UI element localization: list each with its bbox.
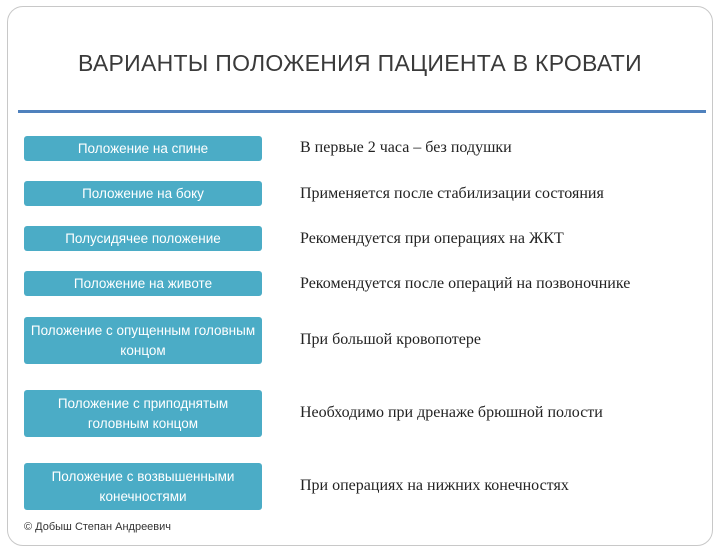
position-label-limbs-raised: Положение с возвышенными конечностями [24,463,262,510]
position-label-semi-sitting: Полусидячее положение [24,226,262,251]
slide-title: ВАРИАНТЫ ПОЛОЖЕНИЯ ПАЦИЕНТА В КРОВАТИ [78,50,642,76]
position-description-semi-sitting: Рекомендуется при операциях на ЖКТ [300,230,564,247]
position-description-supine: В первые 2 часа – без подушки [300,139,512,156]
position-description-head-lowered: При большой кровопотере [300,331,481,348]
position-description-head-raised: Необходимо при дренаже брюшной полости [300,404,603,421]
position-label-head-raised: Положение с приподнятым головным концом [24,390,262,437]
copyright-note: © Добыш Степан Андреевич [24,521,172,533]
position-label-prone: Положение на животе [24,271,262,296]
position-label-supine: Положение на спине [24,136,262,161]
position-description-prone: Рекомендуется после операций на позвоночнике [300,275,631,292]
position-description-side: Применяется после стабилизации состояния [300,185,604,202]
position-description-limbs-raised: При операциях на нижних конечностях [300,477,569,494]
position-label-head-lowered: Положение с опущенным головным концом [24,317,262,364]
title-underline [18,110,706,113]
position-label-side: Положение на боку [24,181,262,206]
